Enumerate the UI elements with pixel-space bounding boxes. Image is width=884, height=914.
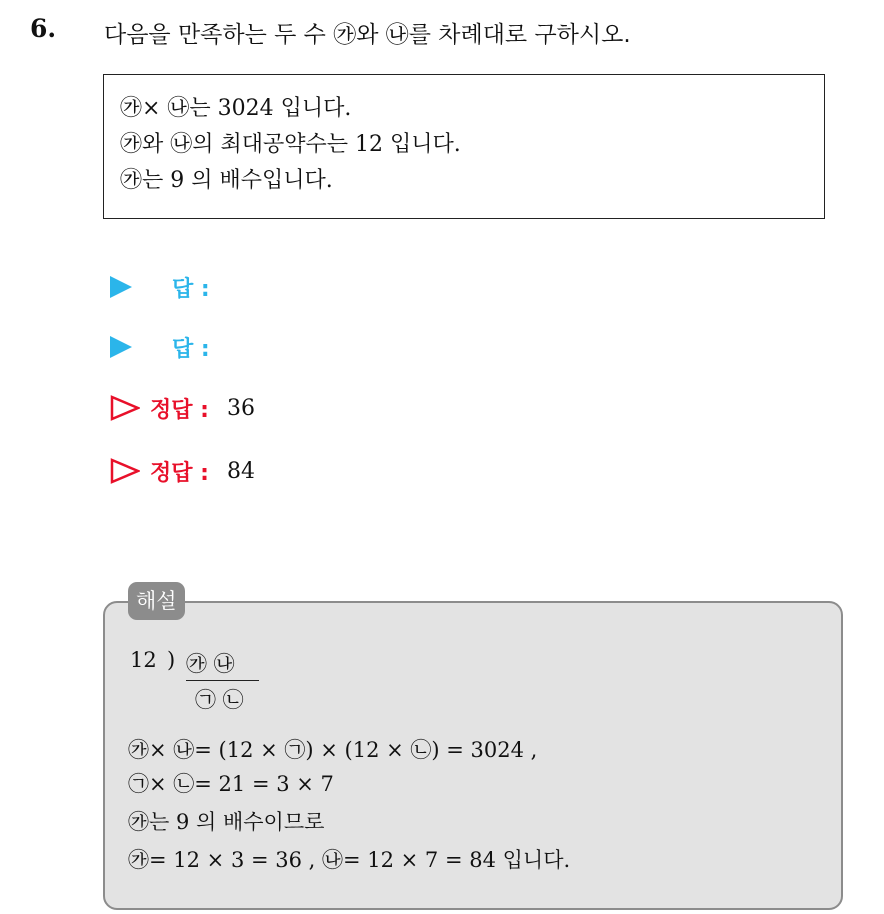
correct-answer-value: 36 (226, 395, 255, 421)
answer-label: 답 : (172, 336, 210, 362)
condition-line: ㉮는 9 의 배수입니다. (120, 168, 333, 193)
correct-answer-value: 84 (226, 458, 255, 484)
explanation-line: ㉮= 12 × 3 = 36 , ㉯= 12 × 7 = 84 입니다. (128, 848, 571, 872)
explanation-line: ㉠× ㉡= 21 = 3 × 7 (128, 772, 334, 796)
quotients: ㉠ ㉡ (195, 688, 244, 712)
outline-triangle-right-icon (110, 458, 140, 484)
question-prompt: 다음을 만족하는 두 수 ㉮와 ㉯를 차례대로 구하시오. (104, 22, 631, 48)
correct-answer-label: 정답 : (150, 460, 209, 486)
condition-line: ㉮× ㉯는 3024 입니다. (120, 96, 352, 121)
explanation-line: ㉮는 9 의 배수이므로 (128, 810, 325, 834)
divisor: 12 (130, 648, 157, 672)
answer-label: 답 : (172, 276, 210, 302)
correct-answer-row (110, 391, 255, 425)
answer-row (110, 270, 210, 304)
solid-triangle-right-icon (110, 336, 132, 358)
solid-triangle-right-icon (110, 276, 132, 298)
division-bracket: ) (167, 648, 176, 672)
dividends: ㉮ ㉯ (186, 648, 259, 681)
correct-answer-label: 정답 : (150, 397, 209, 423)
conditions-box (103, 74, 825, 219)
answer-row (110, 330, 210, 364)
outline-triangle-right-icon (110, 395, 140, 421)
correct-answer-row (110, 454, 255, 488)
question-number: 6. (30, 14, 57, 43)
explanation-tag: 해설 (128, 582, 185, 620)
explanation-line: ㉮× ㉯= (12 × ㉠) × (12 × ㉡) = 3024 , (128, 738, 538, 762)
condition-line: ㉮와 ㉯의 최대공약수는 12 입니다. (120, 132, 461, 157)
